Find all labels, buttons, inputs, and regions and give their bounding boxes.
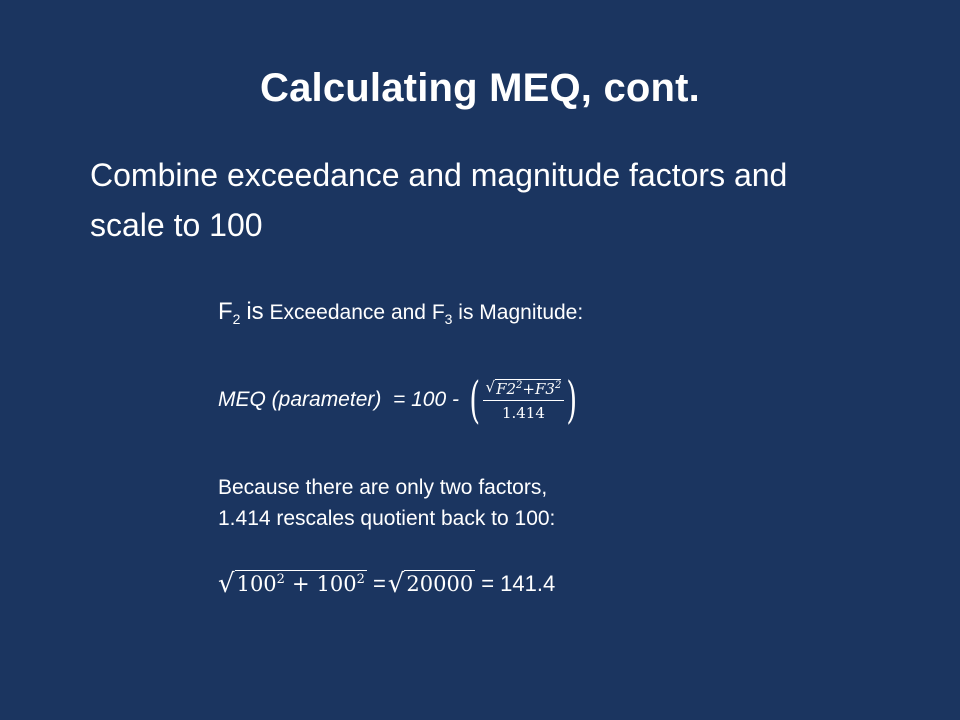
sqrt-symbol: √ xyxy=(485,377,496,396)
calc-result: = 141.4 xyxy=(481,571,556,596)
calc-term1: 100 xyxy=(236,572,277,596)
and-word: and xyxy=(390,301,426,324)
close-paren: ) xyxy=(566,371,578,429)
sqrt-symbol: √ xyxy=(387,569,405,599)
value-radicand: 20000 xyxy=(406,572,474,596)
num-term2: F3 xyxy=(534,379,555,398)
f2-subscript: 2 xyxy=(232,311,241,327)
exceedance-text: Exceedance xyxy=(269,301,386,324)
num-exp2: 2 xyxy=(554,379,562,391)
num-plus: + xyxy=(522,379,535,398)
f2-letter: F xyxy=(218,298,233,325)
explanation-line-1: Because there are only two factors, xyxy=(218,476,548,499)
slide-title: Calculating MEQ, cont. xyxy=(260,66,700,110)
meq-formula xyxy=(218,368,582,432)
calc-plus: + xyxy=(291,572,310,596)
explanation-line-2: 1.414 rescales quotient back to 100: xyxy=(218,507,556,530)
numerator-radicand xyxy=(495,379,561,398)
calc-term2: 100 xyxy=(316,572,357,596)
formula-fraction xyxy=(483,379,565,422)
f3-subscript: 3 xyxy=(444,311,453,327)
fraction-numerator xyxy=(483,379,565,401)
factor-definition xyxy=(218,298,583,327)
num-term1: F2 xyxy=(496,379,517,398)
explanation xyxy=(218,472,555,534)
sum-radicand xyxy=(235,570,367,598)
calculation xyxy=(218,570,555,598)
is-word: is xyxy=(246,298,264,325)
fraction-denominator: 1.414 xyxy=(501,403,545,422)
num-exp1: 2 xyxy=(516,379,523,391)
magnitude-text: is Magnitude: xyxy=(458,301,584,324)
f3-letter: F xyxy=(431,301,445,324)
numerator-root xyxy=(486,379,562,398)
slide-subtitle: Combine exceedance and magnitude factors and scale to 100 xyxy=(90,157,788,243)
open-paren: ( xyxy=(469,371,481,429)
formula-lhs: MEQ (parameter) = 100 - xyxy=(218,388,459,411)
value-root xyxy=(388,570,475,598)
sqrt-symbol: √ xyxy=(218,569,235,599)
calc-exp2: 2 xyxy=(356,572,365,587)
calc-equals: = xyxy=(372,571,386,596)
calc-exp1: 2 xyxy=(276,572,285,587)
sum-of-squares-root xyxy=(218,570,367,598)
